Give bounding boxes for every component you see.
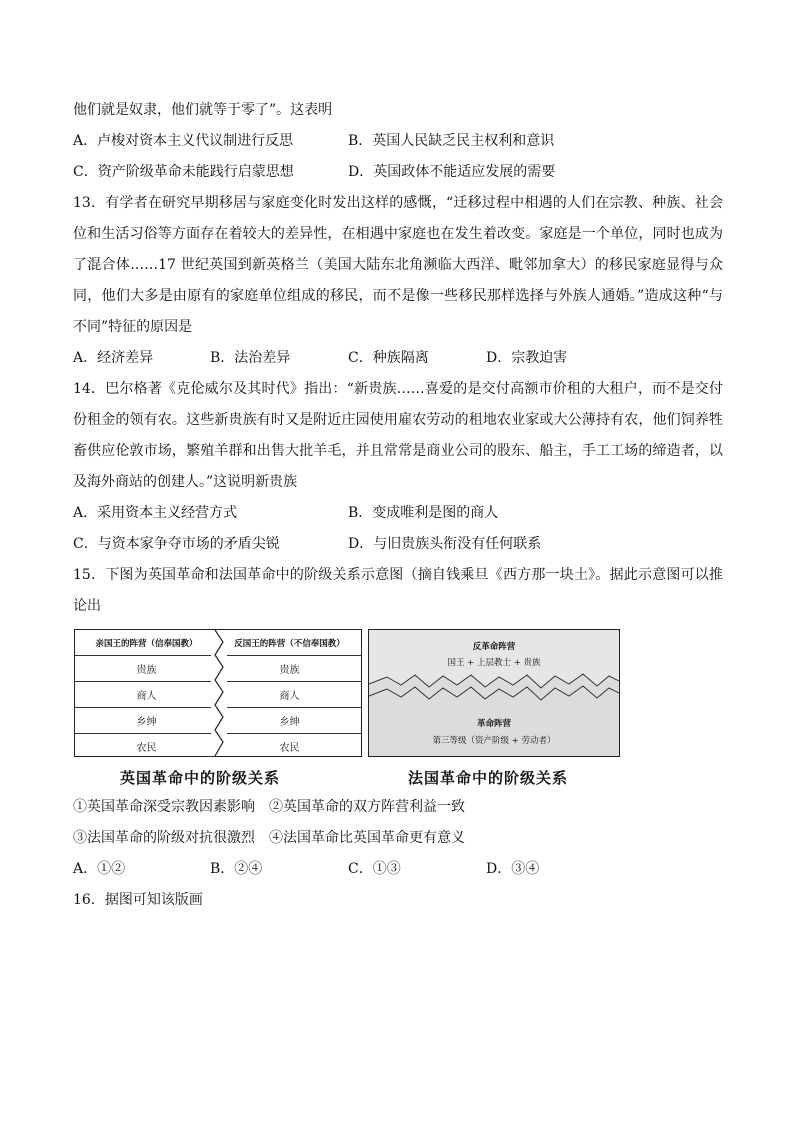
option-b[interactable]: B．法治差异 [210, 350, 291, 366]
counter-revolution-members: 国王 + 上层教士 + 贵族 [447, 658, 541, 668]
option-a[interactable]: A．采用资本主义经营方式 [73, 505, 238, 521]
class-row: 商人 [75, 682, 218, 708]
england-class-diagram [74, 629, 362, 757]
option-c[interactable]: C．资产阶级革命未能践行启蒙思想 [73, 164, 294, 180]
option-b[interactable]: B．变成唯利是图的商人 [348, 505, 499, 521]
france-class-diagram [368, 629, 620, 757]
pro-king-camp [75, 630, 218, 756]
class-row: 农民 [136, 743, 157, 754]
question-13-text: 位和生活习俗等方面存在着较大的差异性，在相遇中家庭也在发生着改变。家庭是一个单位，同时也成为 [73, 226, 723, 242]
question-14-text: 14．巴尔格著《克伦威尔及其时代》指出：“新贵族……喜爱的是交付高额市价租的大租户，而不是交付 [73, 381, 723, 397]
revolution-label: 革命阵营 [476, 719, 511, 729]
option-c[interactable]: C．与资本家争夺市场的矛盾尖锐 [73, 536, 280, 552]
question-16-text: 16．据图可知该版画 [73, 892, 203, 908]
class-row: 农民 [279, 743, 300, 754]
statement-line: ①英国革命深受宗教因素影响 ②英国革命的双方阵营利益一致 [73, 799, 465, 815]
question-14-text: 及海外商站的创建人。”这说明新贵族 [73, 474, 298, 490]
zigzag-divider [211, 630, 227, 756]
question-14-text: 畜供应伦敦市场，繁殖羊群和出售大批羊毛，并且常常是商业公司的股东、船主，手工工场的缔造者，以 [73, 443, 723, 459]
option-c[interactable]: C．种族隔离 [348, 350, 429, 366]
class-row: 乡绅 [75, 708, 218, 734]
question-14-text: 份租金的领有农。这些新贵族有时又是附近庄园使用雇农劳动的租地农业家或大公薄持有农，他们饲养牲 [73, 412, 723, 428]
statement-line: ③法国革命的阶级对抗很激烈 ④法国革命比英国革命更有意义 [73, 830, 465, 846]
question-13-text: 了混合体……17 世纪英国到新英格兰（美国大陆东北角濒临大西洋、毗邻加拿大）的移民家庭显得与众 [73, 257, 723, 273]
option-b[interactable]: B．英国人民缺乏民主权利和意识 [348, 133, 555, 149]
option-b[interactable]: B．②④ [210, 861, 263, 877]
class-row: 乡绅 [218, 708, 361, 734]
class-row: 商人 [218, 682, 361, 708]
revolution-members: 第三等级（资产阶级 + 劳动者） [432, 736, 556, 746]
question-13-text: 13．有学者在研究早期移居与家庭变化时发出这样的感慨，“迁移过程中相遇的人们在宗教、种族、社会 [73, 195, 723, 211]
england-figure-caption: 英国革命中的阶级关系 [120, 769, 281, 787]
option-d[interactable]: D．宗教迫害 [486, 350, 568, 366]
option-d[interactable]: D．③④ [486, 861, 540, 877]
anti-king-camp [218, 630, 361, 756]
counter-revolution-label: 反革命阵营 [472, 642, 516, 652]
question-15-text: 15．下图为英国革命和法国革命中的阶级关系示意图（摘自钱乘旦《西方那一块土》。据此示意图可以推 [73, 567, 723, 583]
anti-king-header: 反国王的阵营（不信奉国教） [218, 630, 361, 656]
option-a[interactable]: A．①② [73, 861, 126, 877]
question-13-text: 不同”特征的原因是 [73, 319, 193, 335]
pro-king-header: 亲国王的阵营（信奉国教） [75, 630, 218, 656]
option-c[interactable]: C．①③ [348, 861, 401, 877]
question-13-text: 同，他们大多是由原有的家庭单位组成的移民，而不是像一些移民那样选择与外族人通婚。”造成这种“与 [73, 288, 723, 304]
text-line: 他们就是奴隶，他们就等于零了”。这表明 [73, 102, 333, 118]
france-figure-caption: 法国革命中的阶级关系 [408, 769, 569, 787]
option-d[interactable]: D．英国政体不能适应发展的需要 [348, 164, 556, 180]
class-row: 贵族 [218, 656, 361, 682]
option-a[interactable]: A．卢梭对资本主义代议制进行反思 [73, 133, 294, 149]
question-15-text: 论出 [73, 598, 101, 614]
class-row: 贵族 [75, 656, 218, 682]
option-d[interactable]: D．与旧贵族头衔没有任何联系 [348, 536, 542, 552]
option-a[interactable]: A．经济差异 [73, 350, 154, 366]
